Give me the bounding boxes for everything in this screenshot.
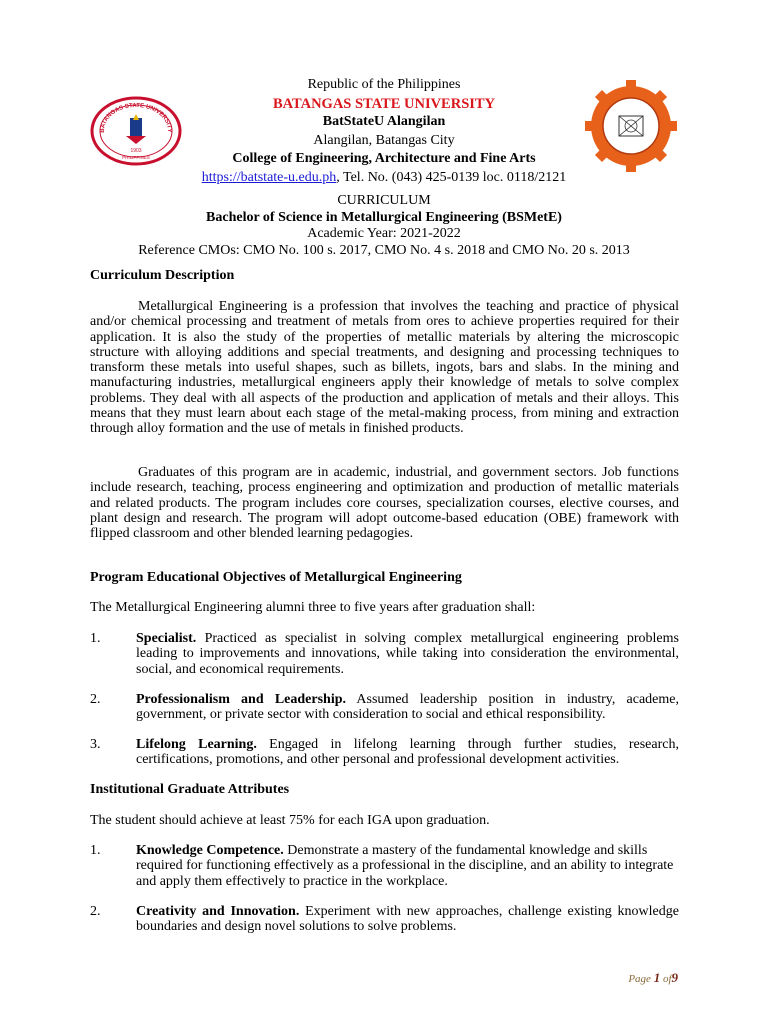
curriculum-description-heading: Curriculum Description	[90, 268, 235, 283]
list-number: 2.	[90, 904, 101, 919]
current-page: 1	[653, 970, 661, 985]
peo-item-title: Specialist.	[136, 631, 197, 646]
iga-item-title: Creativity and Innovation.	[136, 904, 300, 919]
page-number	[628, 970, 678, 986]
total-pages: 9	[671, 970, 678, 985]
campus-name: BatStateU Alangilan	[322, 114, 446, 129]
academic-year: Academic Year: 2021-2022	[307, 226, 461, 241]
gear-name-text: BATANGAS STATE UNIVERSITY	[603, 97, 659, 124]
letterhead	[0, 76, 768, 187]
peo-item-text: Engaged in lifelong learning through further studies, research, certifications, promotions, and other personal and professional development activities.	[136, 737, 679, 768]
peo-item-title: Lifelong Learning.	[136, 737, 257, 752]
peo-item-text: Assumed leadership position in industry, academe, government, or private sector with consideration to social and ethical responsibility.	[136, 692, 679, 723]
phone-text: , Tel. No. (043) 425-0139 loc. 0118/2121	[336, 169, 567, 185]
iga-item-text: Experiment with new approaches, challenge existing knowledge boundaries and design novel solutions to solve problems.	[136, 904, 679, 935]
seal-country-text: PHILIPPINES	[122, 155, 150, 160]
iga-item	[90, 904, 679, 935]
address-line: Alangilan, Batangas City	[313, 132, 455, 148]
peo-item	[90, 692, 679, 723]
iga-item-text: Demonstrate a mastery of the fundamental knowledge and skills required for functioning effectively as a professional in the discipline, and an ability to integrate and apply them effectively to practice in the workplace.	[136, 843, 674, 889]
peo-item	[90, 737, 679, 768]
iga-intro: The student should achieve at least 75% for each IGA upon graduation.	[90, 813, 490, 828]
university-name: BATANGAS STATE UNIVERSITY	[272, 95, 496, 112]
list-number: 1.	[90, 843, 101, 858]
peo-intro: The Metallurgical Engineering alumni three to five years after graduation shall:	[90, 600, 536, 615]
description-paragraph-1: Metallurgical Engineering is a profession that involves the teaching and practice of physical and/or chemical processing and treatment of metals from ores to achieve properties required for their application. It is also the study of the properties of metallic materials by altering the microscopic structure with alloying additions and special treatments, and designing and processing techniques to transform these metals into useful shapes, such as billets, ingots, bars and slabs. In the mining and manufacturing industries, metallurgical engineers apply their knowledge of metals to solve complex problems. They deal with all aspects of the production and application of metals and their alloys. This means that they must learn about each stage of the metal-making process, from mining and extraction through alloy formation and the use of metals in finished products.	[90, 299, 679, 437]
page-word: Page	[628, 973, 651, 985]
contact-line	[0, 169, 768, 188]
seal-name-text: BATANGAS STATE UNIVERSITY	[99, 102, 173, 133]
list-number: 3.	[90, 737, 101, 752]
website-link[interactable]: https://batstate-u.edu.ph	[201, 169, 337, 185]
iga-heading: Institutional Graduate Attributes	[90, 782, 290, 797]
of-word: of	[662, 973, 672, 985]
list-number: 1.	[90, 631, 101, 646]
peo-item-text: Practiced as specialist in solving complex metallurgical engineering problems leading to improvements and innovations, while taking into consideration the environmental, social, and economical requirements.	[136, 631, 679, 677]
college-name: College of Engineering, Architecture and Fine Arts	[232, 151, 536, 166]
seal-year-text: 1903	[130, 148, 142, 154]
description-paragraph-2: Graduates of this program are in academic, industrial, and government sectors. Job functions include research, teaching, process engineering and optimization and production of metallic materials and related products. The program includes core courses, specialization courses, elective courses, and plant design and research. The program will adopt outcome-based education (OBE) framework with flipped classroom and other blended learning pedagogies.	[90, 465, 679, 542]
peo-heading: Program Educational Objectives of Metallurgical Engineering	[90, 570, 462, 585]
curriculum-title-block	[0, 193, 768, 259]
list-number: 2.	[90, 692, 101, 707]
peo-item-title: Professionalism and Leadership.	[136, 692, 346, 707]
republic-line: Republic of the Philippines	[307, 77, 461, 92]
curriculum-heading: CURRICULUM	[337, 193, 431, 208]
iga-item-title: Knowledge Competence.	[136, 843, 284, 858]
iga-item	[90, 843, 679, 889]
peo-item	[90, 631, 679, 677]
program-name: Bachelor of Science in Metallurgical Engineering (BSMetE)	[206, 209, 562, 225]
reference-cmos: Reference CMOs: CMO No. 100 s. 2017, CMO No. 4 s. 2018 and CMO No. 20 s. 2013	[138, 242, 630, 258]
